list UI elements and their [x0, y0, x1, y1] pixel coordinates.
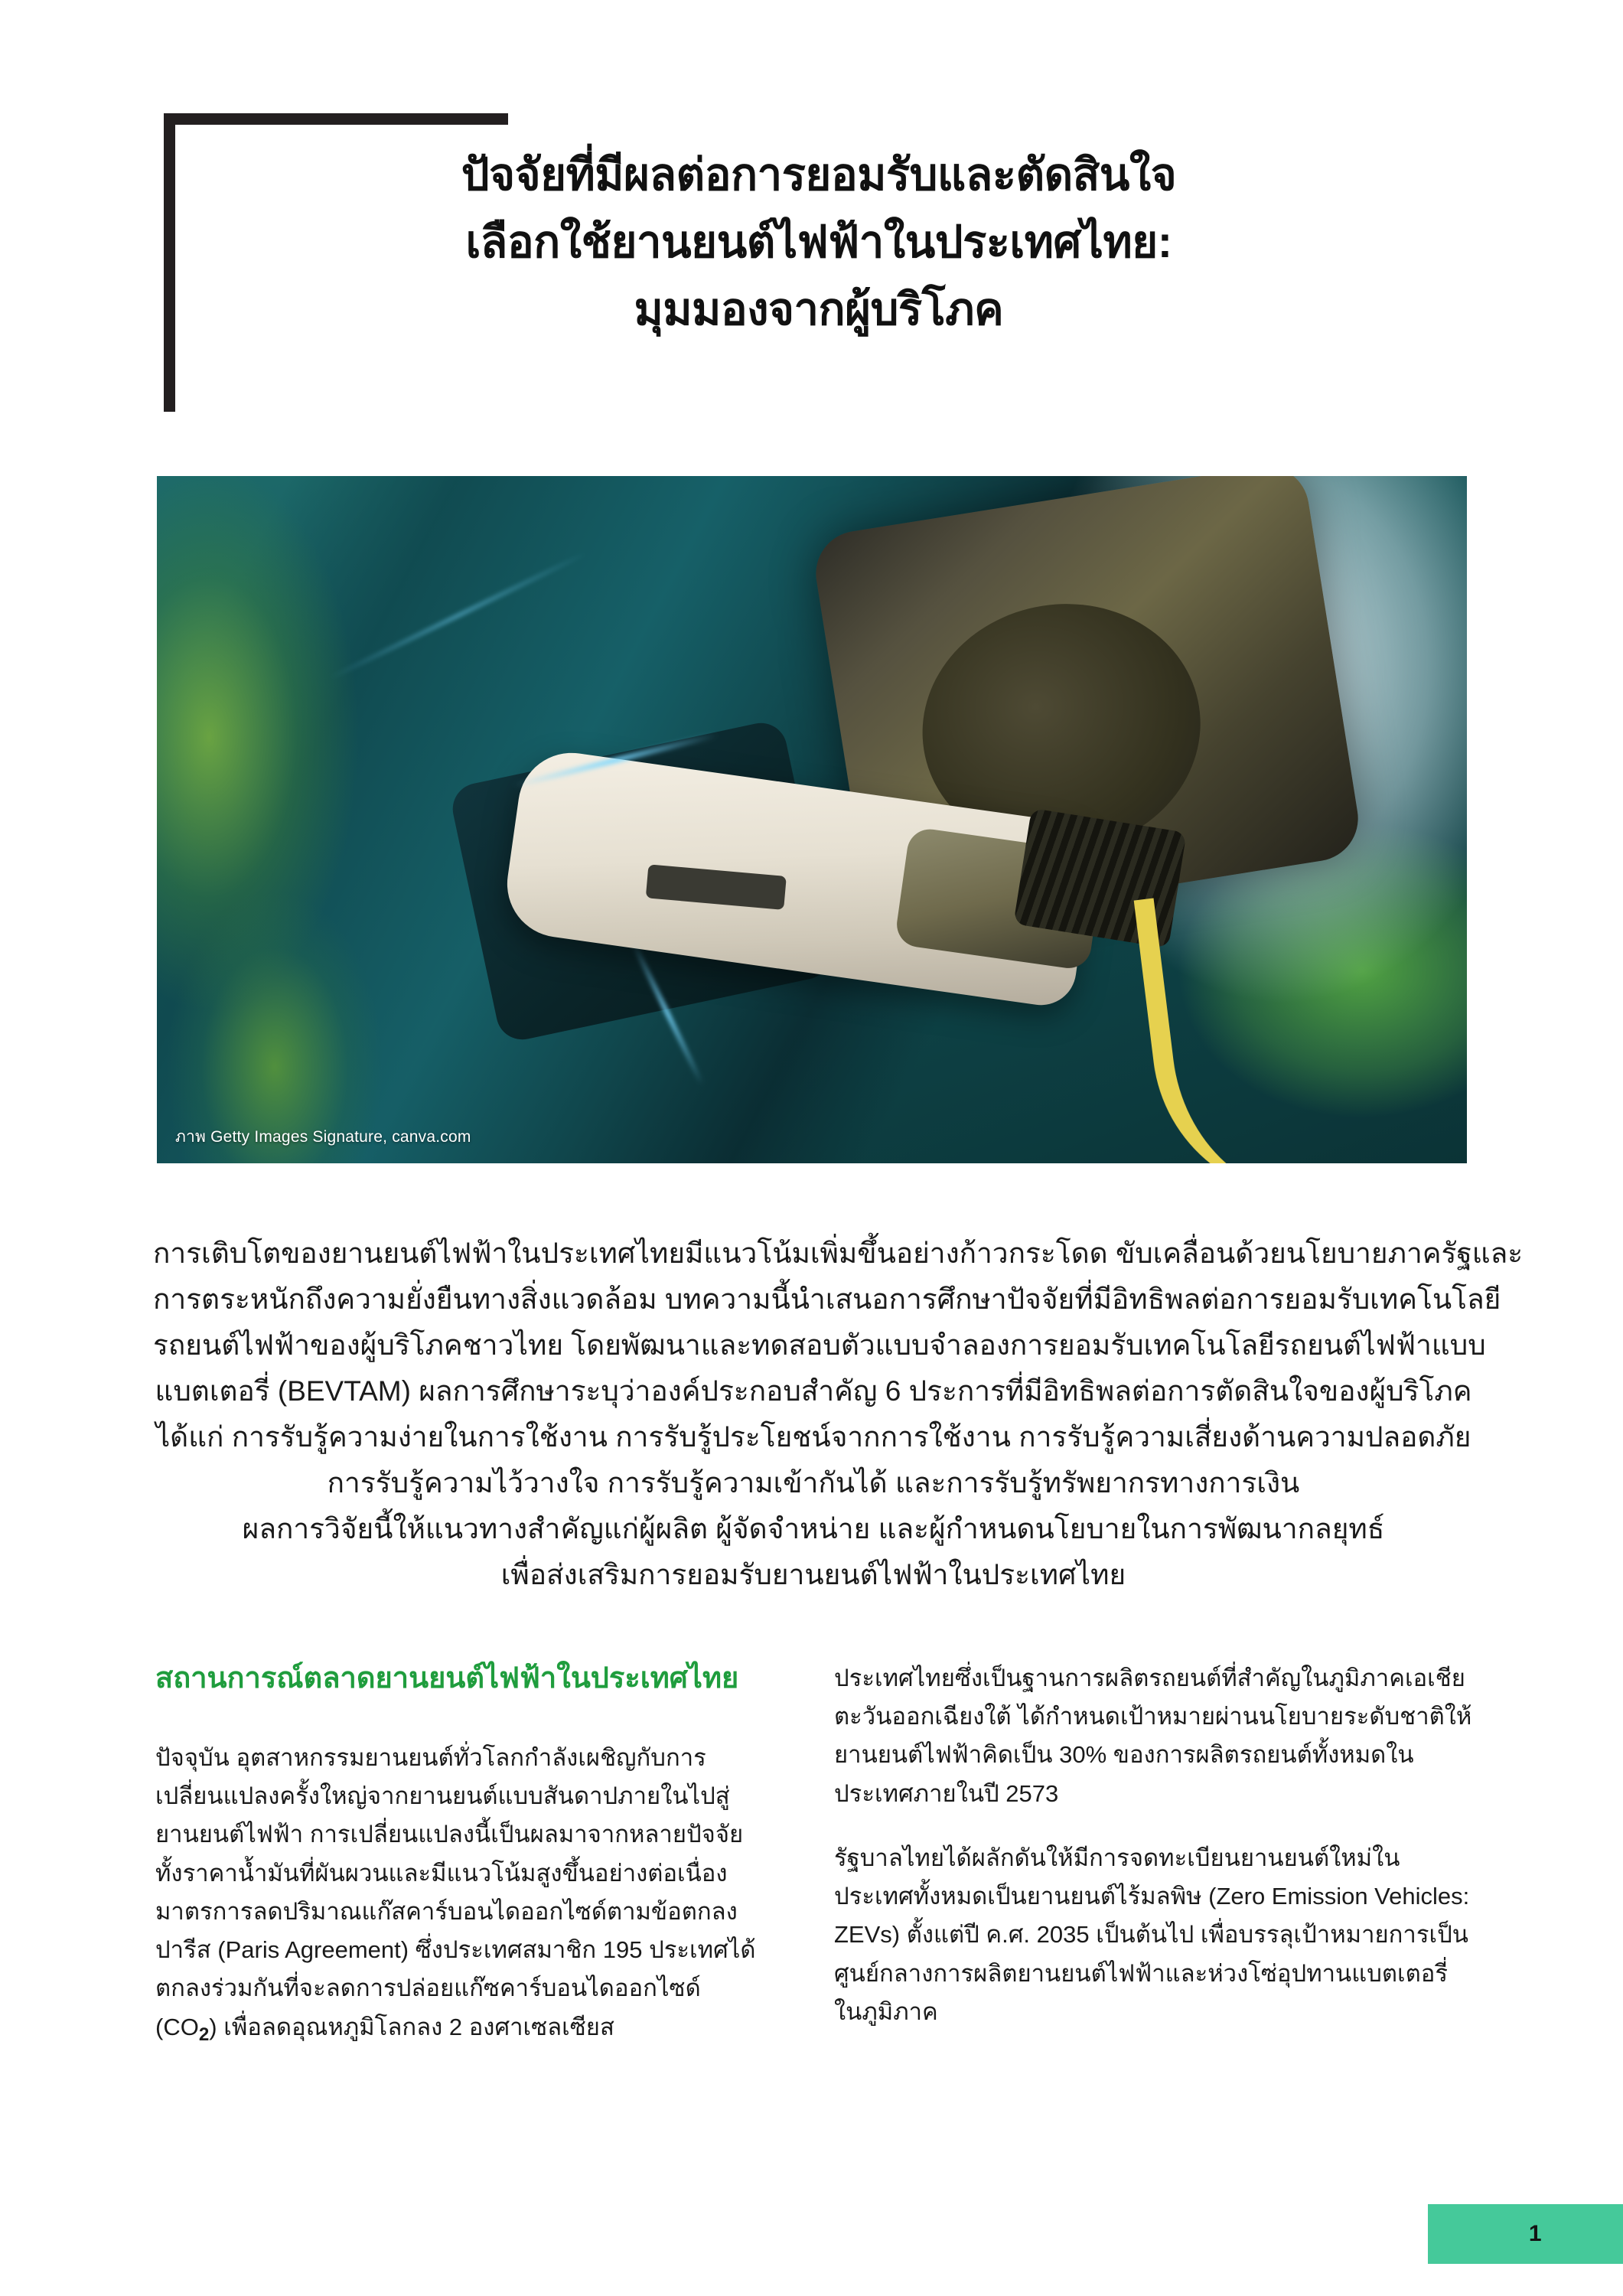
body-text-part-a: ปัจจุบัน อุตสาหกรรมยานยนต์ทั่วโลกกำลังเผชิญกับการเปลี่ยนแปลงครั้งใหญ่จากยานยนต์แบบสันดาปภายในไปสู่ยานยนต์ไฟฟ้า การเปลี่ยนแปลงนี้เป็นผลมาจากหลายปัจจัย ทั้งราคาน้ำมันที่ผันผวนและมีแนวโน้มสูงขึ้นอย่างต่อเนื่อง มาตรการลดปริมาณแก๊สคาร์บอนไดออกไซด์ตามข้อตกลงปารีส (Paris Agreement) ซึ่งประเทศสมาชิก 195 ประเทศได้ตกลงร่วมกันที่จะลดการปล่อยแก๊ซคาร์บอนไดออกไซด์ (CO [155, 1744, 756, 2040]
title-line-1: ปัจจัยที่มีผลต่อการยอมรับและตัดสินใจ [461, 150, 1177, 200]
body-paragraph: รัฐบาลไทยได้ผลักดันให้มีการจดทะเบียนยานยนต์ใหม่ในประเทศทั้งหมดเป็นยานยนต์ไร้มลพิษ (Zero Emission Vehicles: ZEVs) ตั้งแต่ปี ค.ศ. 2035 เป็นต้นไป เพื่อบรรลุเป้าหมายการเป็นศูนย์กลางการผลิตยานยนต์ไฟฟ้าและห่วงโซ่อุปทานแบตเตอรี่ในภูมิภาค [834, 1844, 1470, 2025]
body-column-right [834, 1659, 1473, 2031]
ev-charging-photo [157, 476, 1467, 1163]
page-title [230, 142, 1408, 344]
image-credit-caption: ภาพ Getty Images Signature, canva.com [175, 1128, 471, 1146]
abstract-line: การรับรู้ความไว้วางใจ การรับรู้ความเข้ากันได้ และการรับรู้ทรัพยากรทางการเงิน [327, 1466, 1300, 1499]
abstract-line: ได้แก่ การรับรู้ความง่ายในการใช้งาน การรับรู้ประโยชน์จากการใช้งาน การรับรู้ความเสี่ยงด้านความปลอดภัย [155, 1420, 1471, 1453]
abstract-paragraph [153, 1231, 1524, 1598]
co2-subscript: 2 [198, 2024, 210, 2045]
title-line-2: เลือกใช้ยานยนต์ไฟฟ้าในประเทศไทย: [465, 217, 1172, 268]
abstract-line: การตระหนักถึงความยั่งยืนทางสิ่งแวดล้อม บทความนี้นำเสนอการศึกษาปัจจัยที่มีอิทธิพลต่อการยอมรับเทคโนโลยี [153, 1283, 1501, 1315]
abstract-line: ผลการวิจัยนี้ให้แนวทางสำคัญแก่ผู้ผลิต ผู้จัดจำหน่าย และผู้กำหนดนโยบายในการพัฒนากลยุทธ์ [242, 1512, 1385, 1544]
abstract-line: เพื่อส่งเสริมการยอมรับยานยนต์ไฟฟ้าในประเทศไทย [500, 1558, 1126, 1590]
body-paragraph: ประเทศไทยซึ่งเป็นฐานการผลิตรถยนต์ที่สำคัญในภูมิภาคเอเชียตะวันออกเฉียงใต้ ได้กำหนดเป้าหมายผ่านนโยบายระดับชาติให้ยานยนต์ไฟฟ้าคิดเป็น 30% ของการผลิตรถยนต์ทั้งหมดในประเทศภายในปี 2573 [834, 1665, 1472, 1807]
bracket-left-bar [164, 113, 175, 412]
page-number-value: 1 [1528, 2221, 1542, 2246]
abstract-line: รถยนต์ไฟฟ้าของผู้บริโภคชาวไทย โดยพัฒนาและทดสอบตัวแบบจำลองการยอมรับเทคโนโลยีรถยนต์ไฟฟ้าแบบ [153, 1329, 1486, 1361]
body-column-left [155, 1739, 760, 2049]
bracket-top-bar [164, 113, 508, 125]
abstract-line: การเติบโตของยานยนต์ไฟฟ้าในประเทศไทยมีแนวโน้มเพิ่มขึ้นอย่างก้าวกระโดด ขับเคลื่อนด้วยนโยบายภาครัฐและ [153, 1238, 1524, 1269]
hero-image [157, 476, 1467, 1163]
blue-glow-accent [328, 550, 588, 680]
abstract-line: แบตเตอรี่ (BEVTAM) ผลการศึกษาระบุว่าองค์ประกอบสำคัญ 6 ประการที่มีอิทธิพลต่อการตัดสินใจของผู้บริโภค [155, 1375, 1472, 1407]
yellow-charging-cable [1134, 879, 1348, 1163]
body-paragraph [155, 1739, 760, 2049]
section-heading: สถานการณ์ตลาดยานยนต์ไฟฟ้าในประเทศไทย [155, 1662, 739, 1694]
page-number-badge [1428, 2204, 1623, 2264]
body-text-part-b: ) เพื่อลดอุณหภูมิโลกลง 2 องศาเซลเซียส [209, 2013, 614, 2040]
title-line-3: มุมมองจากผู้บริโภค [634, 285, 1004, 335]
